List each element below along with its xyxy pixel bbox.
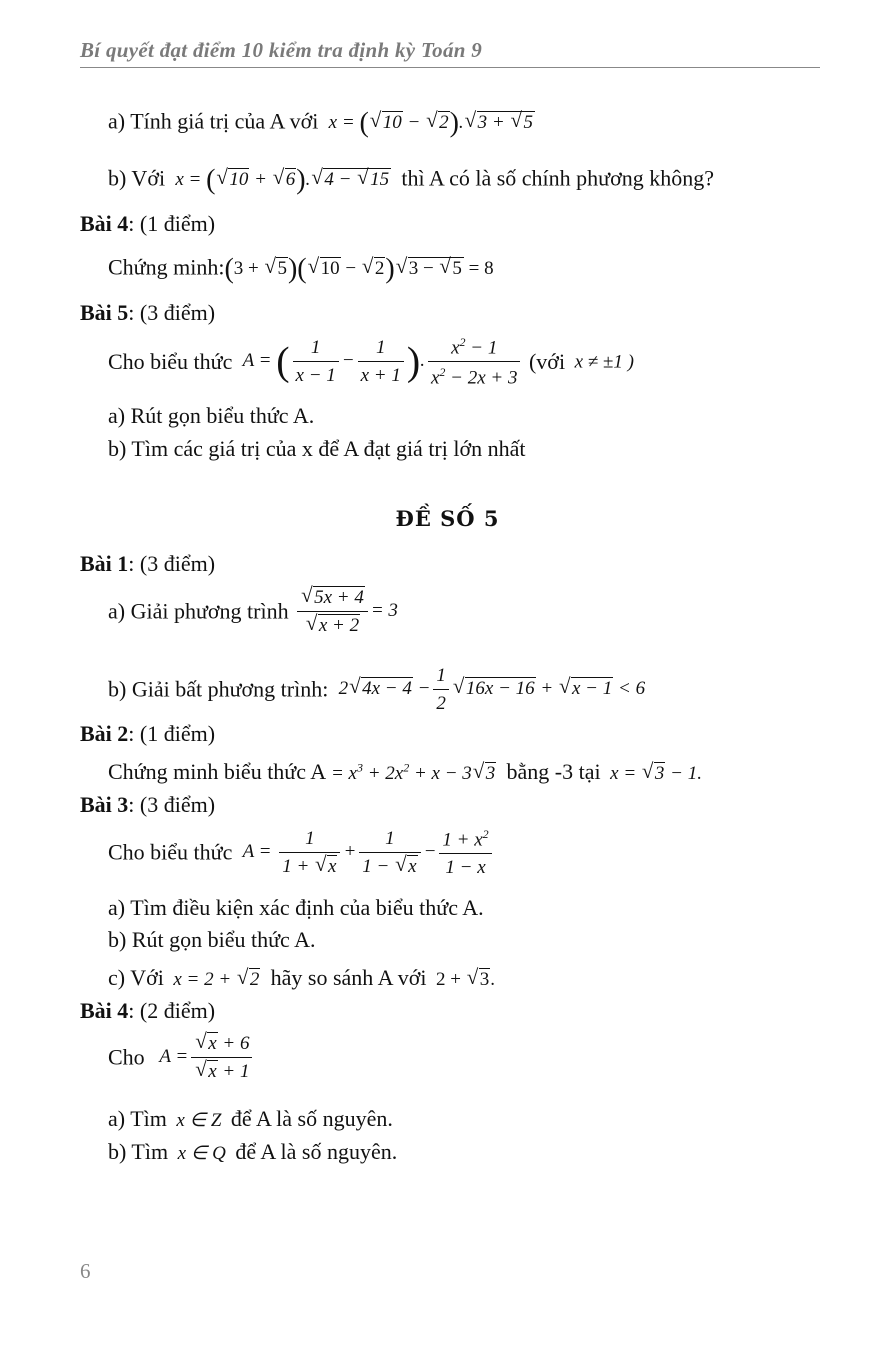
formula-3c-x: x = 2 + √ 2 bbox=[164, 969, 265, 990]
formula-3a: x = (√ 10 − √ 2).√ 3 + √ 5 bbox=[324, 112, 535, 133]
formula-1b: 2√ 4x − 4 − $\frac{1}{2}$ √ 16x − 16 + √ x − 1 < 6 bbox=[334, 678, 645, 699]
bai5-heading: Bài 5: (3 điểm) bbox=[80, 300, 216, 325]
page-number: 6 bbox=[80, 1259, 91, 1283]
de5-bai3-heading: Bài 3: (3 điểm) bbox=[80, 792, 216, 817]
de5-bai2-statement: Chứng minh biểu thức $A = x^3 + 2x^2 + x - 3√$ 3 bằng -3 tại x = √ 3 − 1. bbox=[108, 761, 702, 783]
de5-bai1-item-b: b) Giải bất phương trình: 2√ 4x − 4 − $\frac{1}{2}$ √ 16x − 16 + √ x − 1 < 6 bbox=[108, 666, 645, 713]
de5-bai4-heading: Bài 4: (2 điểm) bbox=[80, 998, 216, 1023]
formula-bai2: = $x^3 + 2x^2 + x - 3√$ 3 bbox=[326, 763, 501, 784]
top-item-a: a) Tính giá trị của A với x = (√ 10 − √ 2).√ 3 + √ 5 bbox=[108, 110, 535, 138]
bai5-item-b: b) Tìm các giá trị của x để A đạt giá trị lớn nhất bbox=[108, 436, 526, 461]
de5-bai1-heading: Bài 1: (3 điểm) bbox=[80, 551, 216, 576]
de5-bai3-item-b: b) Rút gọn biểu thức A. bbox=[108, 927, 316, 952]
running-header: Bí quyết đạt điểm 10 kiểm tra định kỳ Toán 9 bbox=[80, 38, 483, 62]
formula-bai4-de5: A = √ x + 6 √ x + 1 bbox=[150, 1046, 255, 1067]
bai4-statement: Chứng minh:(3 + √ 5)(√ 10 − √ 2)√ 3 − √ 5 = 8 bbox=[108, 256, 494, 284]
formula-bai5: A = ( $\frac{1}{x - 1}$ − $\frac{1}{x + 1}$ ). $\frac{x^2 - 1}{x^2 - 2x + 3}$ bbox=[238, 350, 524, 371]
formula-3c-cmp: 2 + √ 3. bbox=[427, 969, 495, 990]
bai4-heading: Bài 4: (1 điểm) bbox=[80, 211, 216, 236]
bai5-item-a: a) Rút gọn biểu thức A. bbox=[108, 403, 315, 428]
de5-bai3-item-c: c) Với x = 2 + √ 2 hãy so sánh A với 2 + √ 3. bbox=[108, 967, 495, 989]
formula-bai4: (3 + √ 5)(√ 10 − √ 2)√ 3 − √ 5 = 8 bbox=[224, 258, 493, 279]
top-item-b: b) Với x = (√ 10 + √ 6).√ 4 − √ 15 thì A có là số chính phương không? bbox=[108, 167, 714, 195]
header-divider bbox=[80, 67, 820, 68]
formula-bai2-x: x = √ 3 − 1. bbox=[601, 763, 702, 784]
de5-bai3-item-a: a) Tìm điều kiện xác định của biểu thức A. bbox=[108, 895, 484, 920]
exam-title: ĐỀ SỐ 5 bbox=[395, 506, 500, 531]
de5-bai2-heading: Bài 2: (1 điểm) bbox=[80, 721, 216, 746]
de5-bai4-item-a: a) Tìm x ∈ Z để A là số nguyên. bbox=[108, 1106, 393, 1131]
bai5-expression: Cho biểu thức A = ( $\frac{1}{x - 1}$ − $\frac{1}{x + 1}$ ). $\frac{x^2 - 1}{x^2 - 2x + 3}$ (với x ≠ ±1 ) bbox=[108, 335, 634, 389]
formula-bai3: A = $\frac{1}{1 + √ x}$ + $\frac{1}{1 - √ x}$ − $\frac{1 + x^2}{1 - x}$ bbox=[238, 841, 495, 862]
formula-1a: √ 5x + 4 √ x + 2 = 3 bbox=[294, 600, 398, 621]
formula-3b: x = (√ 10 + √ 6).√ 4 − √ 15 bbox=[171, 169, 396, 190]
de5-bai4-expression: Cho A = √ x + 6 √ x + 1 bbox=[108, 1034, 255, 1081]
de5-bai4-item-b: b) Tìm x ∈ Q để A là số nguyên. bbox=[108, 1139, 398, 1164]
de5-bai3-expression: Cho biểu thức A = $\frac{1}{1 + √ x}$ + $\frac{1}{1 - √ x}$ − $\frac{1 + x^2}{1 - x}$ bbox=[108, 828, 495, 877]
de5-bai1-item-a: a) Giải phương trình √ 5x + 4 √ x + 2 = 3 bbox=[108, 588, 398, 635]
